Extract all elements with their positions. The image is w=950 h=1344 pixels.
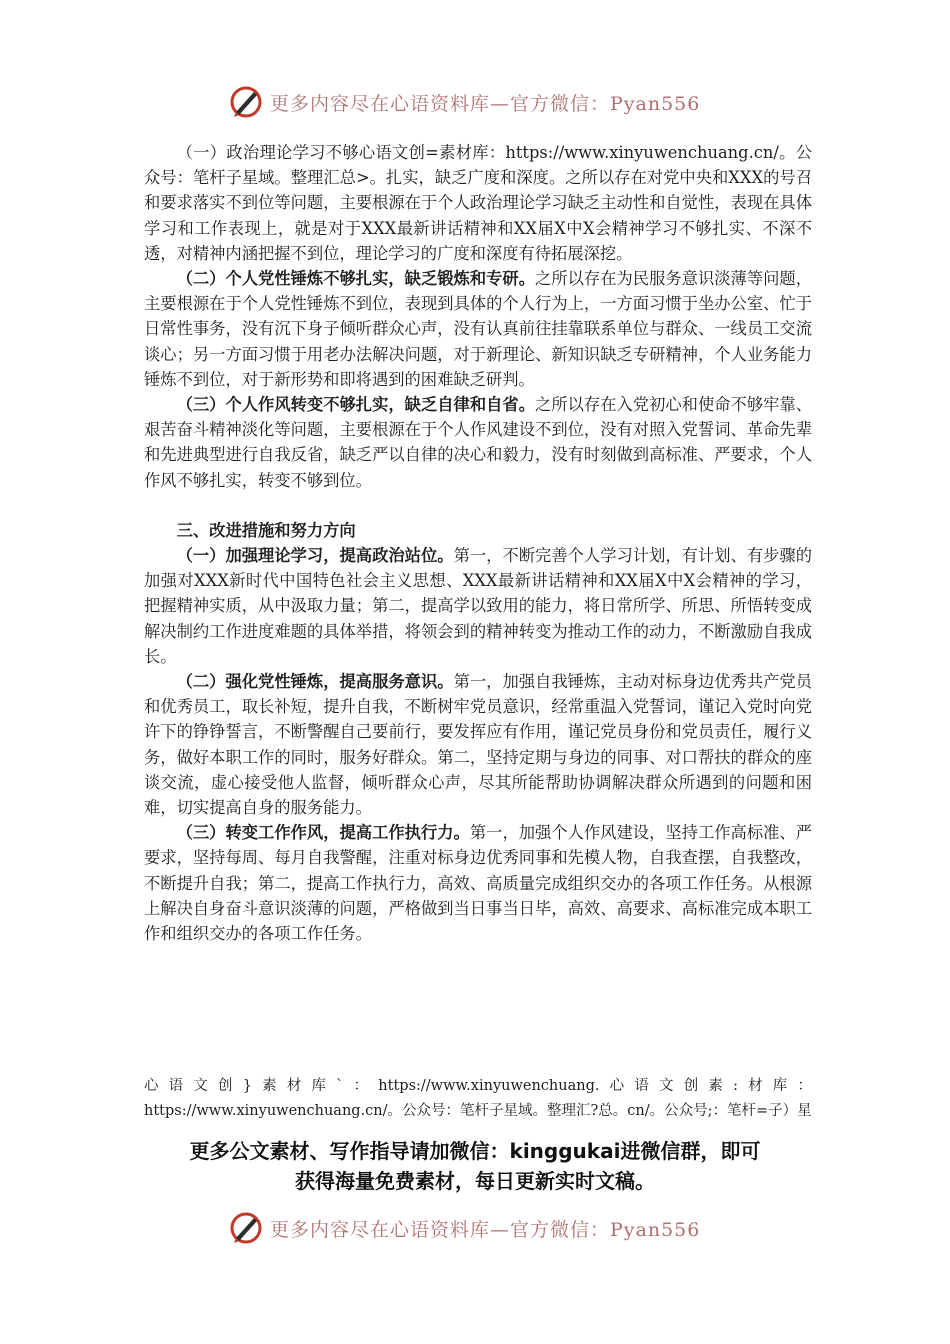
paragraph-5-heading: （二）强化党性锤炼，提高服务意识。 [176, 672, 454, 692]
paragraph-2-text: 之所以存在为民服务意识淡薄等问题，主要根源在于个人党性锤炼不到位，表现到具体的个人行为上，一方面习惯于坐办公室、忙于日常性事务，没有沉下身子倾听群众心声，没有认真前往挂靠联系单位与群众、一线员工交流谈心；另一方面习惯于用老办法解决问题，对于新理论、新知识缺乏专研精神，个人业务能力锤炼不到位，对于新形势和即将遇到的困难缺乏研判。 [144, 269, 812, 389]
paragraph-2-heading: （二）个人党性锤炼不够扎实，缺乏锻炼和专研。 [176, 269, 536, 289]
promo-block [140, 1136, 810, 1196]
document-body [144, 140, 812, 946]
paragraph-6 [144, 820, 812, 946]
paragraph-4 [144, 543, 812, 669]
paragraph-3-text: 之所以存在入党初心和使命不够牢靠、艰苦奋斗精神淡化等问题，主要根源在于个人作风建设不到位，没有对照入党誓词、革命先辈和先进典型进行自我反省，缺乏严以自律的决心和毅力，没有时刻做到高标准、严要求，个人作风不够扎实，转变不够到位。 [144, 395, 812, 490]
pen-circle-logo-icon [228, 1210, 264, 1246]
source-line: 心语文创}素材库`：https://www.xinyuwenchuang.心语文创素:材库：https://www.xinyuwenchuang.cn/。公众号：笔杆子星域。整理汇?总。cn/。公众号;：笔杆=子）星 [144, 1078, 812, 1119]
paragraph-2 [144, 266, 812, 392]
section-heading-3: 三、改进措施和努力方向 [176, 520, 356, 540]
paragraph-3-heading: （三）个人作风转变不够扎实，缺乏自律和自省。 [176, 395, 536, 415]
paragraph-1: （一）政治理论学习不够心语文创=素材库：https://www.xinyuwenchuang.cn/。公众号：笔杆子星域。整理汇总>。扎实，缺乏广度和深度。之所以存在对党中央和XXX的号召和要求落实不到位等问题，主要根源在于个人政治理论学习缺乏主动性和自觉性，表现在具体学习和工作表现上，就是对于XXX最新讲话精神和XX届X中X会精神学习不够扎实、不深不透，对精神内涵把握不到位，理论学习的广度和深度有待拓展深挖。 [144, 143, 812, 263]
banner-text: 更多内容尽在心语资料库—官方微信：Pyan556 [270, 1218, 701, 1241]
footer-watermark-banner [228, 1208, 700, 1248]
banner-text: 更多内容尽在心语资料库—官方微信：Pyan556 [270, 92, 701, 115]
paragraph-5-text: 第一，加强自我锤炼，主动对标身边优秀共产党员和优秀员工，取长补短，提升自我，不断树牢党员意识，经常重温入党誓词，谨记入党时向党许下的铮铮誓言，不断警醒自己要前行，要发挥应有作用，谨记党员身份和党员责任，履行义务，做好本职工作的同时，服务好群众。第二，坚持定期与身边的同事、对口帮扶的群众的座谈交流，虚心接受他人监督，倾听群众心声，尽其所能帮助协调解决群众所遇到的问题和困难，切实提高自身的服务能力。 [144, 672, 812, 818]
paragraph-6-heading: （三）转变工作作风，提高工作执行力。 [176, 823, 470, 843]
paragraph-5 [144, 669, 812, 820]
paragraph-4-text: 第一，不断完善个人学习计划，有计划、有步骤的加强对XXX新时代中国特色社会主义思想、XXX最新讲话精神和XX届X中X会精神的学习，把握精神实质，从中汲取力量；第二，提高学以致用的能力，将日常所学、所思、所悟转变成解决制约工作进度难题的具体举措，将领会到的精神转变为推动工作的动力，不断激励自我成长。 [144, 546, 812, 666]
header-watermark-banner [228, 82, 700, 122]
paragraph-4-heading: （一）加强理论学习，提高政治站位。 [176, 546, 454, 566]
paragraph-6-text: 第一，加强个人作风建设，坚持工作高标准、严要求，坚持每周、每月自我警醒，注重对标身边优秀同事和先模人物，自我查摆，自我整改，不断提升自我；第二，提高工作执行力，高效、高质量完成组织交办的各项工作任务。从根源上解决自身奋斗意识淡薄的问题，严格做到当日事当日毕，高效、高要求、高标准完成本职工作和组织交办的各项工作任务。 [144, 823, 812, 944]
promo-line-2: 获得海量免费素材，每日更新实时文稿。 [295, 1169, 655, 1193]
paragraph-3 [144, 392, 812, 493]
promo-line-1: 更多公文素材、写作指导请加微信：kinggukai进微信群，即可 [189, 1139, 761, 1163]
pen-circle-logo-icon [228, 84, 264, 120]
